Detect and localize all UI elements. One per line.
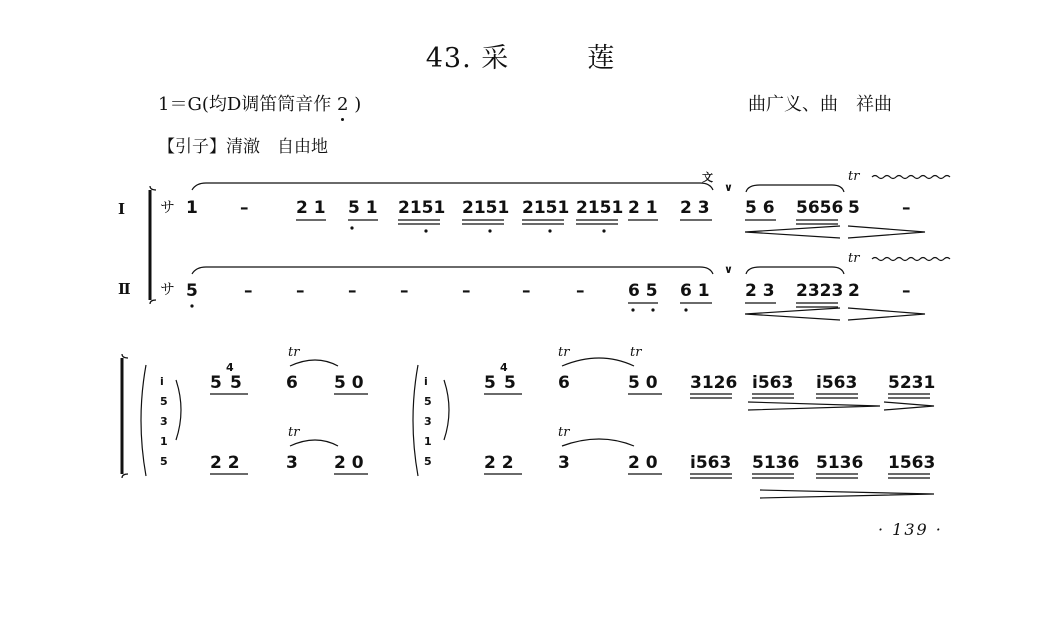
- system-1: [118, 169, 950, 320]
- note: 2: [848, 281, 860, 301]
- chord-paren-right-2: [444, 380, 449, 440]
- note: 5: [230, 373, 242, 393]
- trill-wave-1: [872, 176, 950, 179]
- note: 3: [558, 453, 570, 473]
- note: 5: [186, 281, 198, 301]
- chord-stack-2: [424, 375, 432, 468]
- note: 5: [210, 373, 222, 393]
- note: 5: [848, 198, 860, 218]
- grace-note: 4: [226, 361, 234, 374]
- slur-part2: [192, 267, 713, 274]
- note-group: 2151: [462, 198, 510, 218]
- note-group: 5136: [752, 453, 800, 473]
- dash: –: [348, 281, 357, 301]
- dash: –: [400, 281, 409, 301]
- note: 1: [186, 198, 198, 218]
- svg-text:5: 5: [424, 395, 432, 408]
- ornament-mark: 文: [702, 171, 713, 184]
- title-char-2: 莲: [587, 43, 616, 74]
- dash: –: [240, 198, 249, 218]
- dash: –: [902, 198, 911, 218]
- note-group: 2 1: [296, 198, 326, 218]
- hairpin-lower: [760, 490, 934, 498]
- svg-text:i: i: [424, 375, 428, 388]
- trill-mark-4: tr: [558, 345, 570, 360]
- note-group: 2151: [522, 198, 570, 218]
- breath-mark-2: ∨: [724, 263, 733, 276]
- note-group: 2 2: [484, 453, 514, 473]
- svg-text:5: 5: [160, 395, 168, 408]
- free-meter-2: サ: [160, 280, 176, 298]
- dash: –: [244, 281, 253, 301]
- chord-paren-left-2: [413, 365, 418, 476]
- slur-lower-1: [290, 440, 338, 446]
- note-group: 2 2: [210, 453, 240, 473]
- slur-part1: [192, 183, 713, 190]
- slur-upper-2: [562, 358, 634, 366]
- note: 6: [558, 373, 570, 393]
- note-group: 3126: [690, 373, 738, 393]
- svg-text:5: 5: [160, 455, 168, 468]
- beam-upper-3: [690, 394, 930, 398]
- slur-upper-1: [290, 360, 338, 366]
- note-group: 2 0: [334, 453, 364, 473]
- chord-paren-left-1: [141, 365, 146, 476]
- note-group: 5 0: [334, 373, 364, 393]
- system-2: [122, 345, 935, 498]
- note-group: 6 5: [628, 281, 658, 301]
- note: 5: [484, 373, 496, 393]
- trill-mark-7: tr: [558, 425, 570, 440]
- note-group: 2 3: [680, 198, 710, 218]
- trill-mark-5: tr: [630, 345, 642, 360]
- dash: –: [902, 281, 911, 301]
- note-group: 2 0: [628, 453, 658, 473]
- trill-mark-2: tr: [848, 251, 860, 266]
- note-group: 2 1: [628, 198, 658, 218]
- free-meter-1: サ: [160, 198, 176, 216]
- note-group: 6 1: [680, 281, 710, 301]
- beam-lower: [210, 474, 930, 478]
- dash: –: [296, 281, 305, 301]
- trill-wave-2: [872, 258, 950, 261]
- note-group: 2 3: [745, 281, 775, 301]
- slur-part2-b: [746, 267, 844, 274]
- note-group: 5 1: [348, 198, 378, 218]
- note: 6: [286, 373, 298, 393]
- dash: –: [462, 281, 471, 301]
- trill-mark-3: tr: [288, 345, 300, 360]
- note-group: i563: [690, 453, 732, 473]
- note-group: 1563: [888, 453, 936, 473]
- note-group: 5231: [888, 373, 936, 393]
- note-group: 2323: [796, 281, 844, 301]
- key-prefix: 1＝G(均D调笛筒音作: [158, 94, 332, 115]
- trill-mark-1: tr: [848, 169, 860, 184]
- note: 3: [286, 453, 298, 473]
- part-label-2: Ⅱ: [118, 280, 131, 298]
- beam-lines-part2: [190, 303, 838, 312]
- note-group: i563: [816, 373, 858, 393]
- svg-text:3: 3: [424, 415, 432, 428]
- key-note: 2: [337, 94, 349, 115]
- svg-text:5: 5: [424, 455, 432, 468]
- note: 5: [504, 373, 516, 393]
- note-group: 5656: [796, 198, 844, 218]
- intro-marking: 【引子】清澈 自由地: [158, 137, 328, 157]
- slur-lower-2: [562, 439, 634, 446]
- svg-text:1: 1: [160, 435, 168, 448]
- grace-note: 4: [500, 361, 508, 374]
- svg-text:i: i: [160, 375, 164, 388]
- breath-mark-1: ∨: [724, 181, 733, 194]
- title-char-1: 采: [481, 43, 510, 74]
- hairpins-3: [748, 402, 934, 410]
- slur-part1-b: [746, 185, 844, 192]
- chord-paren-right-1: [176, 380, 181, 440]
- title-number: 43.: [425, 43, 472, 74]
- dash: –: [576, 281, 585, 301]
- note-group: 5 0: [628, 373, 658, 393]
- note-group: 5 6: [745, 198, 775, 218]
- note-group: i563: [752, 373, 794, 393]
- key-suffix: ): [354, 94, 362, 115]
- dash: –: [522, 281, 531, 301]
- hairpins-1: [745, 226, 925, 238]
- hairpins-2: [745, 308, 925, 320]
- chord-stack-1: [160, 375, 168, 468]
- svg-text:3: 3: [160, 415, 168, 428]
- trill-mark-6: tr: [288, 425, 300, 440]
- svg-text:1: 1: [424, 435, 432, 448]
- note-group: 5136: [816, 453, 864, 473]
- page-number: · 139 ·: [878, 520, 943, 539]
- note-group: 2151: [398, 198, 446, 218]
- composer-credit: 曲广义、曲 祥曲: [748, 94, 892, 115]
- note-group: 2151: [576, 198, 624, 218]
- part-label-1: I: [118, 200, 126, 218]
